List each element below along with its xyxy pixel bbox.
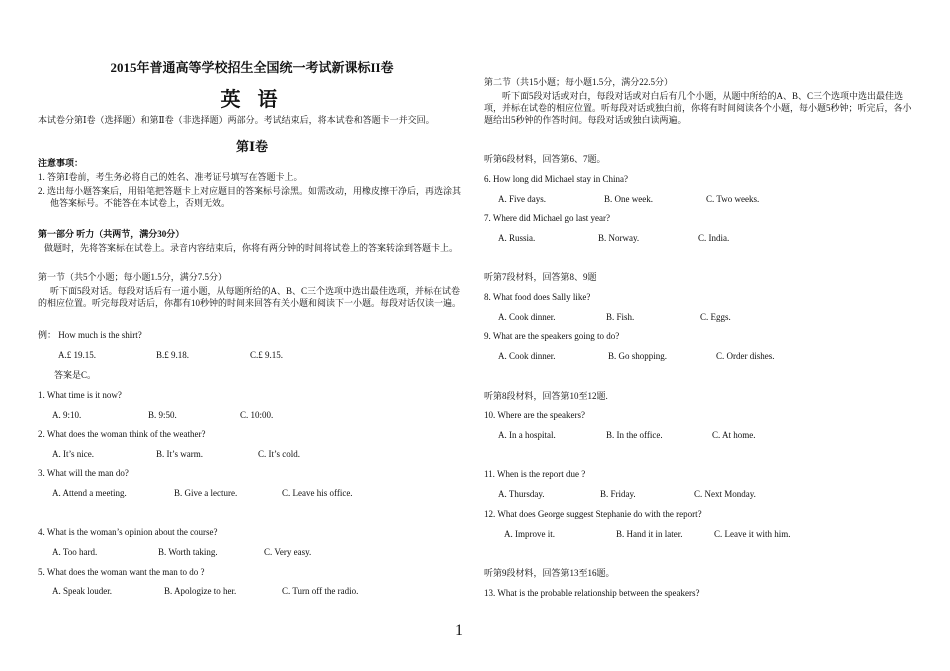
question-4: 4. What is the woman’s opinion about the course? [38, 527, 218, 537]
q9-option-a: A. Cook dinner. [498, 351, 556, 361]
material-9: 听第9段材料，回答第13至16题。 [484, 568, 615, 578]
question-5: 5. What does the woman want the man to do ? [38, 567, 205, 577]
q4-option-b: B. Worth taking. [158, 547, 218, 557]
example-option-c: C.£ 9.15. [250, 350, 284, 360]
q10-option-a: A. In a hospital. [498, 430, 556, 440]
q7-option-b: B. Norway. [598, 233, 640, 243]
question-3: 3. What will the man do? [38, 468, 129, 478]
example-option-b: B.£ 9.18. [156, 350, 190, 360]
q3-option-b: B. Give a lecture. [174, 488, 238, 498]
question-7: 7. Where did Michael go last year? [484, 213, 611, 223]
question-8: 8. What food does Sally like? [484, 292, 591, 302]
notes-item-1: 1. 答第Ⅰ卷前，考生务必将自己的姓名、准考证号填写在答题卡上。 [38, 172, 303, 182]
material-8: 听第8段材料，回答第10至12题. [484, 391, 608, 401]
question-11: 11. When is the report due ? [484, 469, 586, 479]
part1-heading: 第一部分 听力（共两节，满分30分） [38, 229, 185, 239]
section1-desc: 听下面5段对话。每段对话后有一道小题，从每题所给的A、B、C三个选项中选出最佳选项，并标在试卷的相应位置。听完每段对话后，你都有10秒钟的时间来回答有关小题和阅读下一小题。每段对话仅读一遍。 [38, 286, 462, 308]
question-12: 12. What does George suggest Stephanie do with the report? [484, 509, 702, 519]
section2-heading: 第二节（共15小题；每小题1.5分，满分22.5分） [484, 77, 674, 87]
q1-option-c: C. 10:00. [240, 410, 274, 420]
question-6: 6. How long did Michael stay in China? [484, 174, 628, 184]
q2-option-c: C. It’s cold. [258, 449, 300, 459]
q5-option-a: A. Speak louder. [52, 586, 112, 596]
example-question: 例： How much is the shirt? [38, 330, 142, 340]
q6-option-b: B. One week. [604, 194, 653, 204]
exam-title: 2015年普通高等学校招生全国统一考试新课标II卷 [110, 60, 394, 75]
q7-option-c: C. India. [698, 233, 730, 243]
page-number: 1 [455, 622, 463, 639]
question-2: 2. What does the woman think of the weather? [38, 429, 206, 439]
material-6: 听第6段材料，回答第6、7题。 [484, 154, 606, 164]
notes-heading: 注意事项： [38, 158, 84, 168]
q2-option-b: B. It’s warm. [156, 449, 203, 459]
q3-option-a: A. Attend a meeting. [52, 488, 127, 498]
q6-option-c: C. Two weeks. [706, 194, 760, 204]
q12-option-a: A. Improve it. [504, 529, 555, 539]
q8-option-b: B. Fish. [606, 312, 635, 322]
q5-option-c: C. Turn off the radio. [282, 586, 359, 596]
q12-option-b: B. Hand it in later. [616, 529, 683, 539]
section1-heading: 第一节（共5个小题；每小题1.5分，满分7.5分） [38, 272, 228, 282]
q11-option-a: A. Thursday. [498, 489, 545, 499]
question-9: 9. What are the speakers going to do? [484, 331, 620, 341]
q10-option-b: B. In the office. [606, 430, 663, 440]
notes-item-2 [38, 185, 466, 209]
q1-option-a: A. 9:10. [52, 410, 82, 420]
q2-option-a: A. It’s nice. [52, 449, 94, 459]
q10-option-c: C. At home. [712, 430, 756, 440]
example-option-a: A.£ 19.15. [58, 350, 96, 360]
q5-option-b: B. Apologize to her. [164, 586, 237, 596]
notes-item-2-text: 2. 选出每小题答案后，用铅笔把答题卡上对应题目的答案标号涂黑。如需改动，用橡皮擦干净后，再选涂其他答案标号。不能答在本试卷上，否则无效。 [38, 186, 462, 208]
q4-option-a: A. Too hard. [52, 547, 98, 557]
q11-option-b: B. Friday. [600, 489, 636, 499]
q12-option-c: C. Leave it with him. [714, 529, 791, 539]
q6-option-a: A. Five days. [498, 194, 546, 204]
q8-option-a: A. Cook dinner. [498, 312, 556, 322]
question-13: 13. What is the probable relationship between the speakers? [484, 588, 700, 598]
volume-heading: 第Ⅰ卷 [235, 139, 269, 154]
q9-option-c: C. Order dishes. [716, 351, 775, 361]
section2-desc: 听下面5段对话或对白，每段对话或对白后有几个小题，从题中所给的A、B、C三个选项中选出最佳选项，并标在试卷的相应位置。听每段对话或独白前，你将有时间阅读各个小题，每小题5秒钟；听完后，各小题给出5秒钟的作答时间。每段对话或独白读两遍。 [484, 91, 912, 125]
material-7: 听第7段材料，回答第8、9题 [484, 272, 597, 282]
example-answer: 答案是C。 [54, 370, 97, 380]
question-10: 10. Where are the speakers? [484, 410, 586, 420]
part1-desc: 做题时，先将答案标在试卷上。录音内容结束后，你将有两分钟的时间将试卷上的答案转涂到答题卡上。 [44, 243, 459, 253]
q11-option-c: C. Next Monday. [694, 489, 756, 499]
q1-option-b: B. 9:50. [148, 410, 177, 420]
q9-option-b: B. Go shopping. [608, 351, 668, 361]
q7-option-a: A. Russia. [498, 233, 536, 243]
q3-option-c: C. Leave his office. [282, 488, 353, 498]
q8-option-c: C. Eggs. [700, 312, 731, 322]
q4-option-c: C. Very easy. [264, 547, 312, 557]
subject-title: 英 语 [220, 89, 284, 111]
question-1: 1. What time is it now? [38, 390, 122, 400]
exam-intro: 本试卷分第Ⅰ卷（选择题）和第Ⅱ卷（非选择题）两部分。考试结束后，将本试卷和答题卡一并交回。 [38, 115, 435, 125]
